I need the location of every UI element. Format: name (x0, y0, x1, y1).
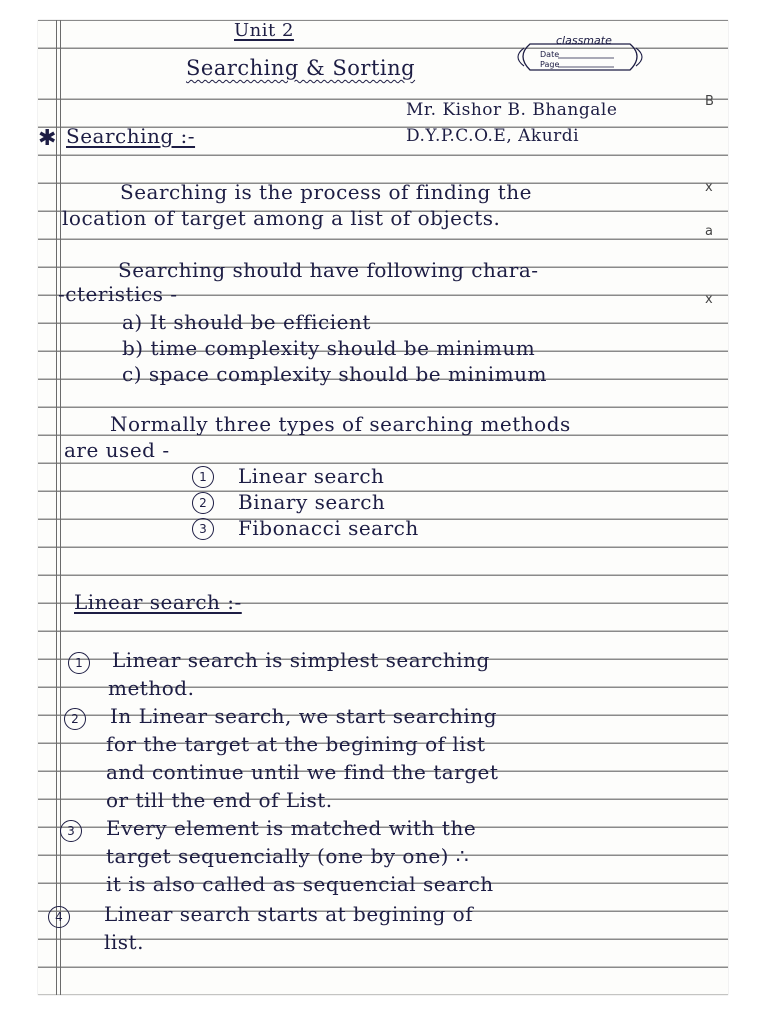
definition-line-1: Searching is the process of finding the (120, 180, 532, 204)
asterisk-icon: ✱ (38, 126, 57, 151)
point-line: Linear search is simplest searching (112, 648, 490, 672)
page-title: Searching & Sorting (186, 56, 416, 80)
linear-search-heading: Linear search :- (74, 590, 242, 614)
number-badge: 3 (60, 820, 82, 842)
date-label: Date (540, 50, 560, 59)
number-badge: 1 (192, 466, 214, 488)
point-line: or till the end of List. (106, 788, 333, 812)
number-badge: 2 (192, 492, 214, 514)
search-type-item: Binary search (238, 490, 386, 514)
edge-mark: a (705, 224, 713, 239)
point-line: for the target at the begining of list (106, 732, 486, 756)
number-badge: 1 (68, 652, 90, 674)
author-name: Mr. Kishor B. Bhangale (406, 100, 618, 120)
unit-title: Unit 2 (234, 20, 294, 41)
types-line-2: are used - (64, 438, 170, 462)
number-badge: 2 (64, 708, 86, 730)
college-name: D.Y.P.C.O.E, Akurdi (406, 126, 580, 146)
brand-name: classmate (556, 34, 612, 47)
number-badge: 3 (192, 518, 214, 540)
classmate-logo (510, 34, 658, 80)
searching-heading: Searching :- (66, 124, 196, 148)
point-line: list. (104, 930, 144, 954)
margin-line (60, 20, 61, 995)
margin-line (56, 20, 57, 995)
point-line: In Linear search, we start searching (110, 704, 497, 728)
characteristic-item: c) space complexity should be minimum (122, 362, 547, 386)
search-type-item: Fibonacci search (238, 516, 419, 540)
definition-line-2: location of target among a list of objects. (62, 206, 501, 230)
edge-mark: x (705, 292, 713, 307)
characteristic-item: a) It should be efficient (122, 310, 371, 334)
point-line: and continue until we find the target (106, 760, 499, 784)
number-badge: 4 (48, 906, 70, 928)
point-line: it is also called as sequencial search (106, 872, 494, 896)
types-line-1: Normally three types of searching methods (110, 412, 571, 436)
search-type-item: Linear search (238, 464, 385, 488)
edge-mark: B (705, 94, 714, 109)
characteristics-line-1: Searching should have following chara- (118, 258, 539, 282)
page-label: Page (540, 60, 560, 69)
point-line: Linear search starts at begining of (104, 902, 474, 926)
characteristic-item: b) time complexity should be minimum (122, 336, 536, 360)
characteristics-line-2: -cteristics - (58, 282, 178, 306)
point-line: Every element is matched with the (106, 816, 477, 840)
point-line: target sequencially (one by one) ∴ (106, 844, 470, 868)
point-line: method. (108, 676, 195, 700)
notebook-page (38, 20, 728, 995)
edge-mark: x (705, 180, 713, 195)
